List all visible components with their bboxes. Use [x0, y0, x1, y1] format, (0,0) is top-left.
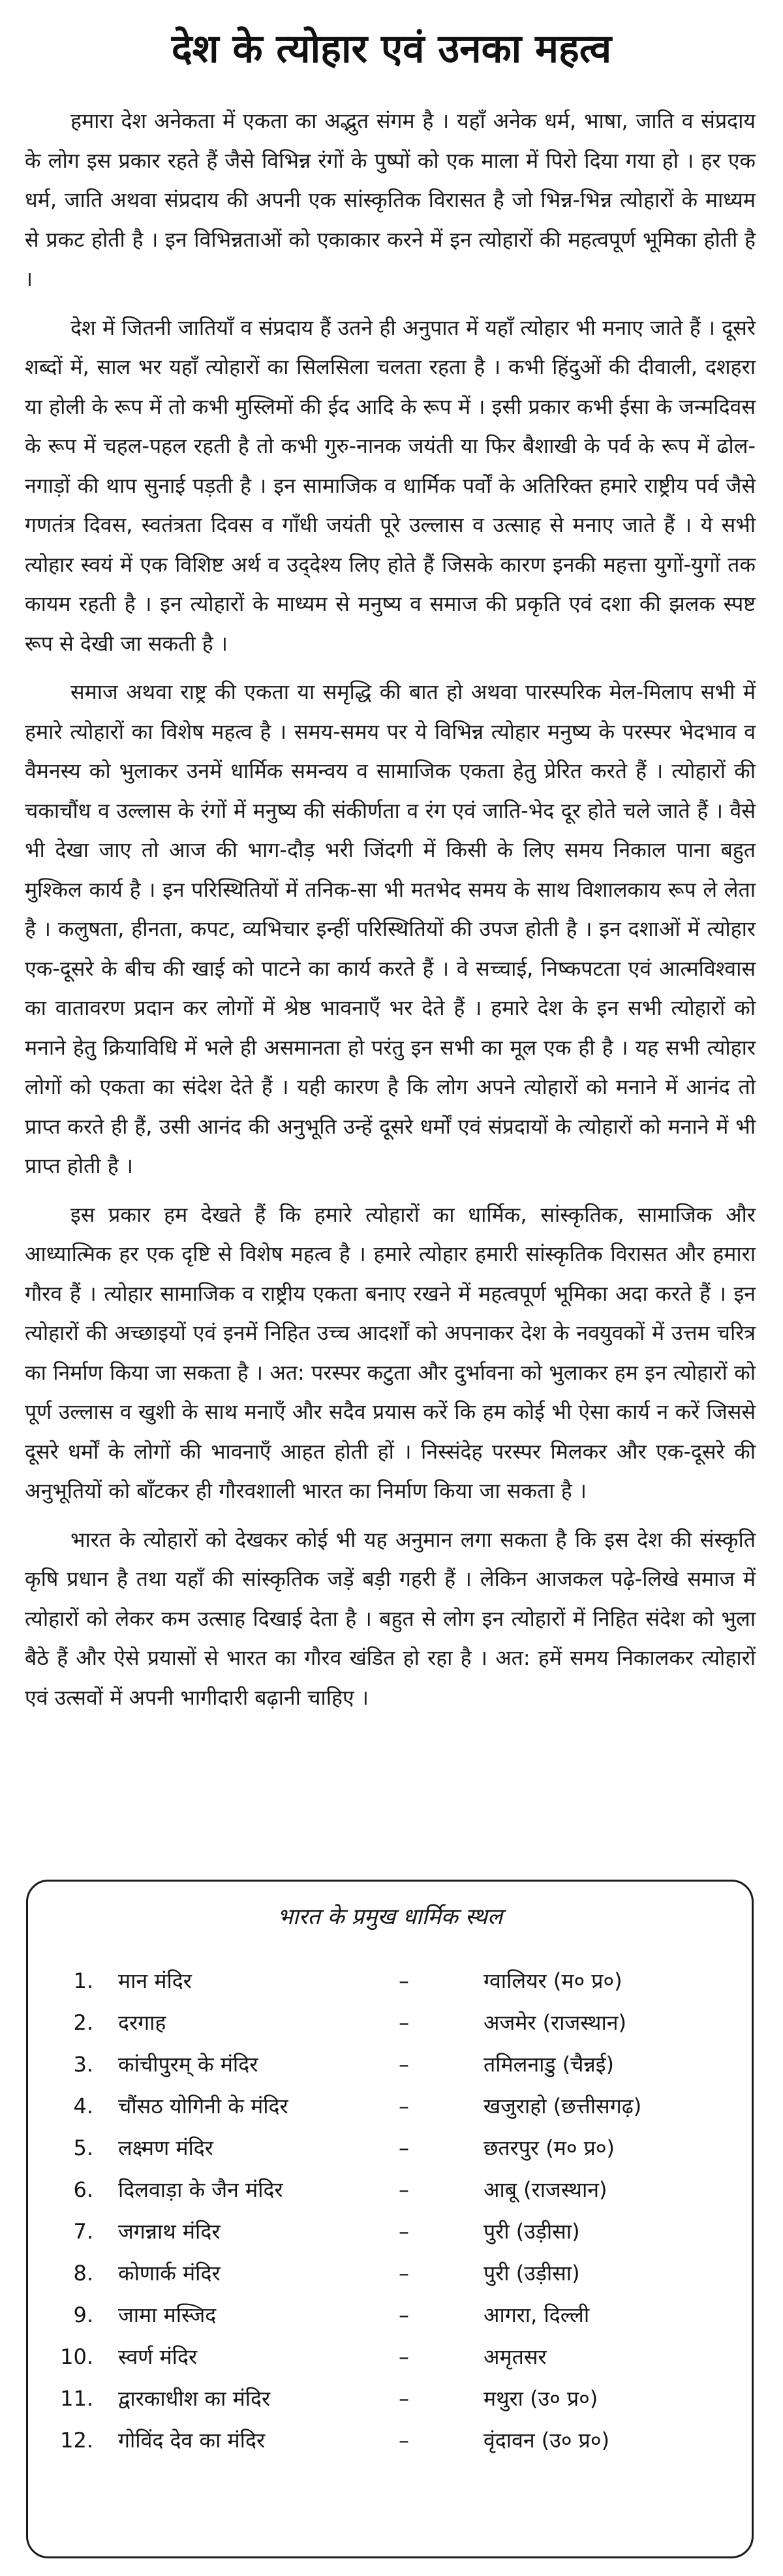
item-dash: –	[399, 2094, 409, 2118]
item-name: जामा मस्जिद	[118, 2303, 217, 2327]
item-name: लक्ष्मण मंदिर	[118, 2135, 213, 2160]
item-dash: –	[399, 2010, 409, 2035]
item-place: मथुरा (उ० प्र०)	[484, 2386, 598, 2411]
paragraph-5: भारत के त्योहारों को देखकर कोई भी यह अनुमान लगा सकता है कि इस देश की संस्कृति कृषि प्रधान है तथा यहाँ की सांस्कृतिक जड़ें बड़ी गहरी हैं । लेकिन आजकल पढ़े-लिखे समाज में त्योहारों को लेकर कम उत्साह दिखाई देता है । बहुत से लोग इन त्योहारों में निहित संदेश को भुला बैठे हैं और ऐसे प्रयासों से भारत का गौरव खंडित हो रहा है । अत: हमें समय निकालकर त्योहारों एवं उत्सवों में अपनी भागीदारी बढ़ानी चाहिए ।	[25, 1527, 756, 1710]
item-dash: –	[399, 2386, 409, 2411]
list-item	[28, 2252, 752, 2294]
essay-body	[25, 101, 756, 1726]
item-place: तमिलनाडु (चैन्नई)	[484, 2052, 614, 2077]
item-place: खजुराहो (छत्तीसगढ़)	[484, 2094, 642, 2118]
item-place: पुरी (उड़ीसा)	[484, 2261, 580, 2286]
item-name: चौंसठ योगिनी के मंदिर	[118, 2094, 288, 2118]
item-dash: –	[399, 2261, 409, 2286]
item-place: अमृतसर	[484, 2344, 547, 2369]
item-dash: –	[399, 2177, 409, 2202]
item-name: गोविंद देव का मंदिर	[118, 2428, 266, 2453]
list-item	[28, 2378, 752, 2419]
item-name: कांचीपुरम् के मंदिर	[118, 2052, 258, 2077]
item-place: आबू (राजस्थान)	[484, 2177, 607, 2202]
list-item	[28, 2002, 752, 2043]
item-dash: –	[399, 2219, 409, 2244]
list-item	[28, 2419, 752, 2461]
item-dash: –	[399, 2344, 409, 2369]
paragraph-3: समाज अथवा राष्ट्र की एकता या समृद्धि की बात हो अथवा पारस्परिक मेल-मिलाप सभी में हमारे त्योहारों का विशेष महत्व है । समय-समय पर ये विभिन्न त्योहार मनुष्य के परस्पर भेदभाव व वैमनस्य को भुलाकर उनमें धार्मिक समन्वय व सामाजिक एकता हेतु प्रेरित करते हैं । त्योहारों की चकाचौंध व उल्लास के रंगों में मनुष्य की संकीर्णता व रंग एवं जाति-भेद दूर होते चले जाते हैं । वैसे भी देखा जाए तो आज की भाग-दौड़ भरी जिंदगी में किसी के लिए समय निकाल पाना बहुत मुश्किल कार्य है । इन परिस्थितियों में तनिक-सा भी मतभेद समय के साथ विशालकाय रूप ले लेता है । कलुषता, हीनता, कपट, व्यभिचार इन्हीं परिस्थितियों की उपज होती है । इन दशाओं में त्योहार एक-दूसरे के बीच की खाई को पाटने का कार्य करते हैं । वे सच्चाई, निष्कपटता एवं आत्मविश्वास का वातावरण प्रदान कर लोगों में श्रेष्ठ भावनाएँ भर देते हैं । हमारे देश के इन सभी त्योहारों को मनाने हेतु क्रियाविधि में भले ही असमानता हो परंतु इन सभी का मूल एक ही है । यह सभी त्योहार लोगों को एकता का संदेश देते हैं । यही कारण है कि लोग अपने त्योहारों को मनाने में आनंद तो प्राप्त करते ही हैं, उसी आनंद की अनुभूति उन्हें दूसरे धर्मों एवं संप्रदायों के त्योहारों को मनाने में भी प्राप्त होती है ।	[25, 679, 756, 1178]
paragraph-1: हमारा देश अनेकता में एकता का अद्भुत संगम है । यहाँ अनेक धर्म, भाषा, जाति व संप्रदाय के लोग इस प्रकार रहते हैं जैसे विभिन्न रंगों के पुष्पों को एक माला में पिरो दिया गया हो । हर एक धर्म, जाति अथवा संप्रदाय की अपनी एक सांस्कृतिक विरासत है जो भिन्न-भिन्न त्योहारों के माध्यम से प्रकट होती है । इन विभिन्नताओं को एकाकार करने में इन त्योहारों की महत्वपूर्ण भूमिका होती है ।	[25, 108, 756, 291]
item-dash: –	[399, 2428, 409, 2453]
item-place: छतरपुर (म० प्र०)	[484, 2135, 615, 2160]
item-number: 9.	[73, 2303, 93, 2327]
places-list	[28, 1960, 752, 2461]
item-place: वृंदावन (उ० प्र०)	[484, 2428, 609, 2453]
item-name: कोणार्क मंदिर	[118, 2261, 221, 2286]
item-name: दरगाह	[118, 2010, 166, 2035]
list-item	[28, 2294, 752, 2336]
item-number: 11.	[60, 2386, 93, 2411]
list-item	[28, 2211, 752, 2252]
item-dash: –	[399, 2052, 409, 2077]
religious-places-box	[26, 1880, 754, 2558]
list-item	[28, 2043, 752, 2085]
item-number: 7.	[73, 2219, 93, 2244]
item-number: 12.	[60, 2428, 93, 2453]
list-item	[28, 2085, 752, 2127]
box-title: भारत के प्रमुख धार्मिक स्थल	[277, 1904, 503, 1930]
item-number: 3.	[73, 2052, 93, 2077]
item-name: द्वारकाधीश का मंदिर	[118, 2386, 271, 2411]
item-number: 4.	[73, 2094, 93, 2118]
item-place: अजमेर (राजस्थान)	[484, 2010, 626, 2035]
item-place: आगरा, दिल्ली	[484, 2303, 590, 2327]
item-dash: –	[399, 1968, 409, 1993]
essay-title: देश के त्योहार एवं उनका महत्व	[171, 26, 612, 72]
item-place: पुरी (उड़ीसा)	[484, 2219, 580, 2244]
paragraph-4: इस प्रकार हम देखते हैं कि हमारे त्योहारों का धार्मिक, सांस्कृतिक, सामाजिक और आध्यात्मिक हर एक दृष्टि से विशेष महत्व है । हमारे त्योहार हमारी सांस्कृतिक विरासत और हमारा गौरव हैं । त्योहार सामाजिक व राष्ट्रीय एकता बनाए रखने में महत्वपूर्ण भूमिका अदा करते हैं । इन त्योहारों की अच्छाइयों एवं इनमें निहित उच्च आदर्शों को अपनाकर देश के नवयुवकों में उत्तम चरित्र का निर्माण किया जा सकता है । अत: परस्पर कटुता और दुर्भावना को भुलाकर हम इन त्योहारों को पूर्ण उल्लास व खुशी के साथ मनाएँ और सदैव प्रयास करें कि हम कोई भी ऐसा कार्य न करें जिससे दूसरे धर्मों के लोगों की भावनाएँ आहत होती हों । निस्संदेह परस्पर मिलकर और एक-दूसरे की अनुभूतियों को बाँटकर ही गौरवशाली भारत का निर्माण किया जा सकता है ।	[25, 1202, 756, 1503]
item-name: जगन्नाथ मंदिर	[118, 2219, 221, 2244]
list-item	[28, 2127, 752, 2169]
item-place: ग्वालियर (म० प्र०)	[484, 1968, 622, 1993]
item-name: मान मंदिर	[118, 1968, 192, 1993]
item-number: 1.	[73, 1968, 93, 1993]
item-number: 6.	[73, 2177, 93, 2202]
item-number: 2.	[73, 2010, 93, 2035]
list-item	[28, 1960, 752, 2002]
list-item	[28, 2169, 752, 2211]
item-number: 5.	[73, 2135, 93, 2160]
item-name: स्वर्ण मंदिर	[118, 2344, 198, 2369]
item-number: 10.	[60, 2344, 93, 2369]
list-item	[28, 2336, 752, 2378]
item-number: 8.	[73, 2261, 93, 2286]
paragraph-2: देश में जितनी जातियाँ व संप्रदाय हैं उतने ही अनुपात में यहाँ त्योहार भी मनाए जाते हैं । दूसरे शब्दों में, साल भर यहाँ त्योहारों का सिलसिला चलता रहता है । कभी हिंदुओं की दीवाली, दशहरा या होली के रूप में तो कभी मुस्लिमों की ईद आदि के रूप में । इसी प्रकार कभी ईसा के जन्मदिवस के रूप में चहल-पहल रहती है तो कभी गुरु-नानक जयंती या फिर बैशाखी के पर्व के रूप में ढोल-नगाड़ों की थाप सुनाई पड़ती है । इन सामाजिक व धार्मिक पर्वों के अतिरिक्त हमारे राष्ट्रीय पर्व जैसे गणतंत्र दिवस, स्वतंत्रता दिवस व गाँधी जयंती पूरे उल्लास व उत्साह से मनाए जाते हैं । ये सभी त्योहार स्वयं में एक विशिष्ट अर्थ व उद्‌देश्य लिए होते हैं जिसके कारण इनकी महत्ता युगों-युगों तक कायम रहती है । इन त्योहारों के माध्यम से मनुष्य व समाज की प्रकृति एवं दशा की झलक स्पष्ट रूप से देखी जा सकती है ।	[25, 315, 756, 656]
item-dash: –	[399, 2135, 409, 2160]
item-dash: –	[399, 2303, 409, 2327]
item-name: दिलवाड़ा के जैन मंदिर	[118, 2177, 283, 2202]
